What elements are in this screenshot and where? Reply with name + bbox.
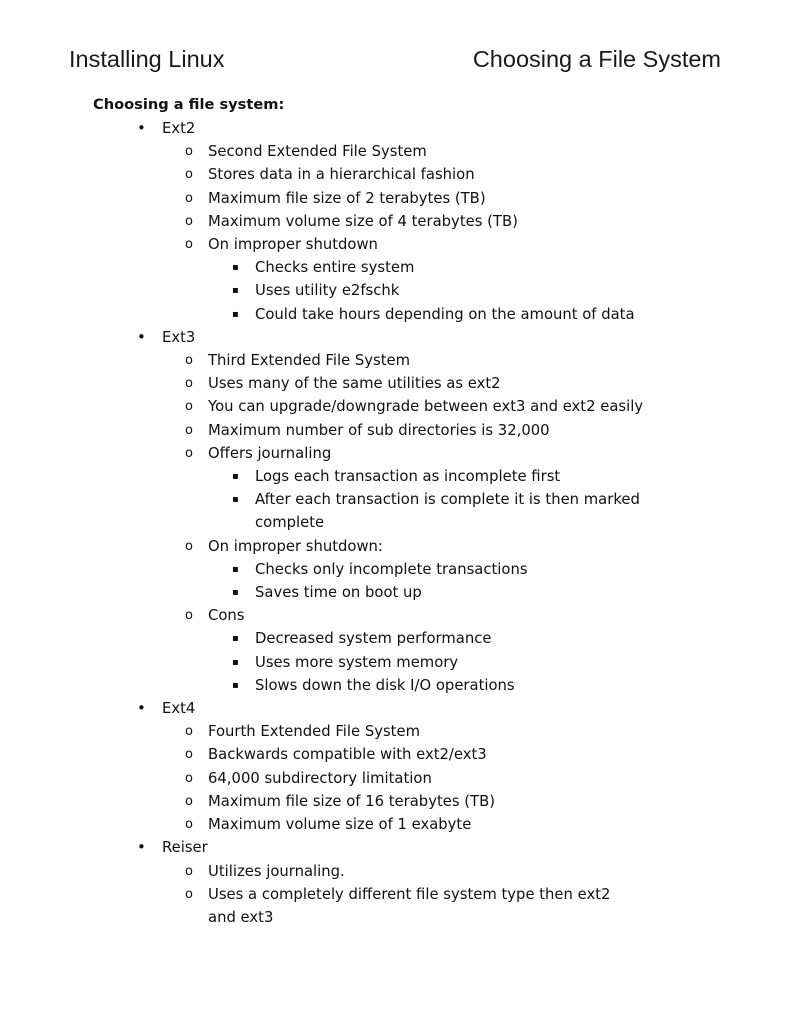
- outline-item-ext4: [0, 697, 791, 836]
- circle-marker: o: [185, 793, 193, 809]
- sub-list-item-text: Second Extended File System: [208, 143, 427, 161]
- sub-list-item-text: Maximum number of sub directories is 32,000: [208, 421, 550, 439]
- sub-list-item: [0, 604, 791, 697]
- sub-list-item: [0, 767, 791, 790]
- sub-list-item: [0, 883, 791, 929]
- sub-list-item-text: Uses many of the same utilities as ext2: [208, 375, 501, 393]
- sub-list-item-text: Cons: [208, 607, 245, 625]
- square-marker: ▪: [232, 679, 239, 691]
- detail-list: [0, 558, 791, 604]
- sub-list-item-text: 64,000 subdirectory limitation: [208, 769, 432, 787]
- sub-list-item: [0, 790, 791, 813]
- circle-marker: o: [185, 886, 193, 902]
- bullet-marker: •: [137, 119, 146, 137]
- section-title: Choosing a File System: [472, 46, 721, 72]
- circle-marker: o: [185, 747, 193, 763]
- sub-list-item-text: Maximum file size of 16 terabytes (TB): [208, 792, 496, 810]
- sub-list: [0, 140, 791, 326]
- outline-item-label: Reiser: [162, 839, 208, 857]
- sub-list-item-text: On improper shutdown: [208, 236, 378, 254]
- outline-item-label: Ext2: [162, 120, 196, 137]
- sub-list-item: [0, 442, 791, 535]
- detail-list-item: [0, 279, 791, 302]
- detail-list-item: [0, 581, 791, 604]
- sub-list-item-text: Offers journaling: [208, 444, 332, 462]
- document-title: Installing Linux: [69, 46, 225, 72]
- sub-list-item: [0, 140, 791, 163]
- sub-list-item-text: Fourth Extended File System: [208, 723, 421, 741]
- circle-marker: o: [185, 237, 193, 253]
- detail-list-item: [0, 627, 791, 650]
- circle-marker: o: [185, 399, 193, 415]
- bullet-marker: •: [137, 327, 146, 346]
- circle-marker: o: [185, 817, 193, 833]
- bullet-marker: •: [137, 699, 146, 718]
- square-marker: ▪: [232, 308, 239, 320]
- detail-list-item-text: Saves time on boot up: [255, 584, 422, 602]
- circle-marker: o: [185, 445, 193, 461]
- square-marker: ▪: [232, 494, 239, 506]
- sub-list: [0, 860, 791, 930]
- circle-marker: o: [185, 863, 193, 879]
- sub-list-item-text: Utilizes journaling.: [208, 862, 345, 880]
- outline-item-label: Ext3: [162, 328, 196, 346]
- sub-list-item-text: Backwards compatible with ext2/ext3: [208, 746, 487, 764]
- sub-list-item: [0, 419, 791, 442]
- section-heading: Choosing a file system:: [93, 96, 285, 113]
- detail-list-item-text: Decreased system performance: [255, 630, 492, 648]
- sub-list-item-text: You can upgrade/downgrade between ext3 and ext2 easily: [208, 398, 644, 416]
- circle-marker: o: [185, 353, 193, 369]
- sub-list-item: [0, 349, 791, 372]
- circle-marker: o: [185, 144, 193, 160]
- sub-list-item: [0, 163, 791, 186]
- sub-list-item-text: Maximum file size of 2 terabytes (TB): [208, 189, 486, 207]
- outline-item-reiser: [0, 836, 791, 929]
- circle-marker: o: [185, 376, 193, 392]
- square-marker: ▪: [232, 262, 239, 274]
- sub-list-item: [0, 743, 791, 766]
- sub-list-item: [0, 720, 791, 743]
- circle-marker: o: [185, 724, 193, 740]
- detail-list-item: [0, 488, 791, 534]
- bullet-marker: •: [137, 838, 146, 857]
- circle-marker: o: [185, 608, 193, 624]
- detail-list-item-text: Checks entire system: [255, 259, 415, 277]
- detail-list-item: [0, 303, 791, 326]
- detail-list: [0, 465, 791, 535]
- sub-list-item-text: On improper shutdown:: [208, 537, 383, 555]
- square-marker: ▪: [232, 633, 239, 645]
- detail-list-item-text: Uses more system memory: [255, 653, 459, 671]
- circle-marker: o: [185, 770, 193, 786]
- file-system-outline: [0, 117, 791, 929]
- detail-list-item: [0, 674, 791, 697]
- sub-list-item-text: Stores data in a hierarchical fashion: [208, 166, 475, 184]
- sub-list-item-text: Third Extended File System: [208, 352, 411, 370]
- square-marker: ▪: [232, 563, 239, 575]
- sub-list: [0, 720, 791, 836]
- circle-marker: o: [185, 190, 193, 206]
- detail-list-item-text: Checks only incomplete transactions: [255, 560, 528, 578]
- detail-list-item: [0, 651, 791, 674]
- page-header: [69, 44, 721, 78]
- outline-item-label: Ext4: [162, 700, 196, 718]
- detail-list-item-text: After each transaction is complete it is then marked complete: [255, 491, 640, 532]
- square-marker: ▪: [232, 587, 239, 599]
- circle-marker: o: [185, 167, 193, 183]
- detail-list-item-text: Slows down the disk I/O operations: [255, 676, 515, 694]
- square-marker: ▪: [232, 656, 239, 668]
- sub-list-item: [0, 535, 791, 605]
- detail-list: [0, 627, 791, 697]
- sub-list-item: [0, 372, 791, 395]
- sub-list-item: [0, 233, 791, 326]
- sub-list-item: [0, 860, 791, 883]
- square-marker: ▪: [232, 471, 239, 483]
- sub-list-item-text: Maximum volume size of 4 terabytes (TB): [208, 212, 518, 230]
- detail-list-item: [0, 256, 791, 279]
- sub-list-item-text: Maximum volume size of 1 exabyte: [208, 816, 472, 834]
- detail-list-item: [0, 465, 791, 488]
- sub-list-item-text: Uses a completely different file system type then ext2 and ext3: [208, 885, 611, 926]
- sub-list-item: [0, 813, 791, 836]
- circle-marker: o: [185, 422, 193, 438]
- detail-list-item-text: Logs each transaction as incomplete first: [255, 468, 561, 486]
- detail-list-item: [0, 558, 791, 581]
- detail-list: [0, 256, 791, 326]
- outline-list: [0, 117, 791, 929]
- circle-marker: o: [185, 213, 193, 229]
- outline-item-ext2: [0, 117, 791, 326]
- square-marker: ▪: [232, 285, 239, 297]
- sub-list-item: [0, 395, 791, 418]
- sub-list: [0, 349, 791, 697]
- detail-list-item-text: Could take hours depending on the amount of data: [255, 305, 635, 323]
- circle-marker: o: [185, 538, 193, 554]
- outline-item-ext3: [0, 326, 791, 697]
- detail-list-item-text: Uses utility e2fschk: [255, 282, 400, 300]
- sub-list-item: [0, 210, 791, 233]
- sub-list-item: [0, 187, 791, 210]
